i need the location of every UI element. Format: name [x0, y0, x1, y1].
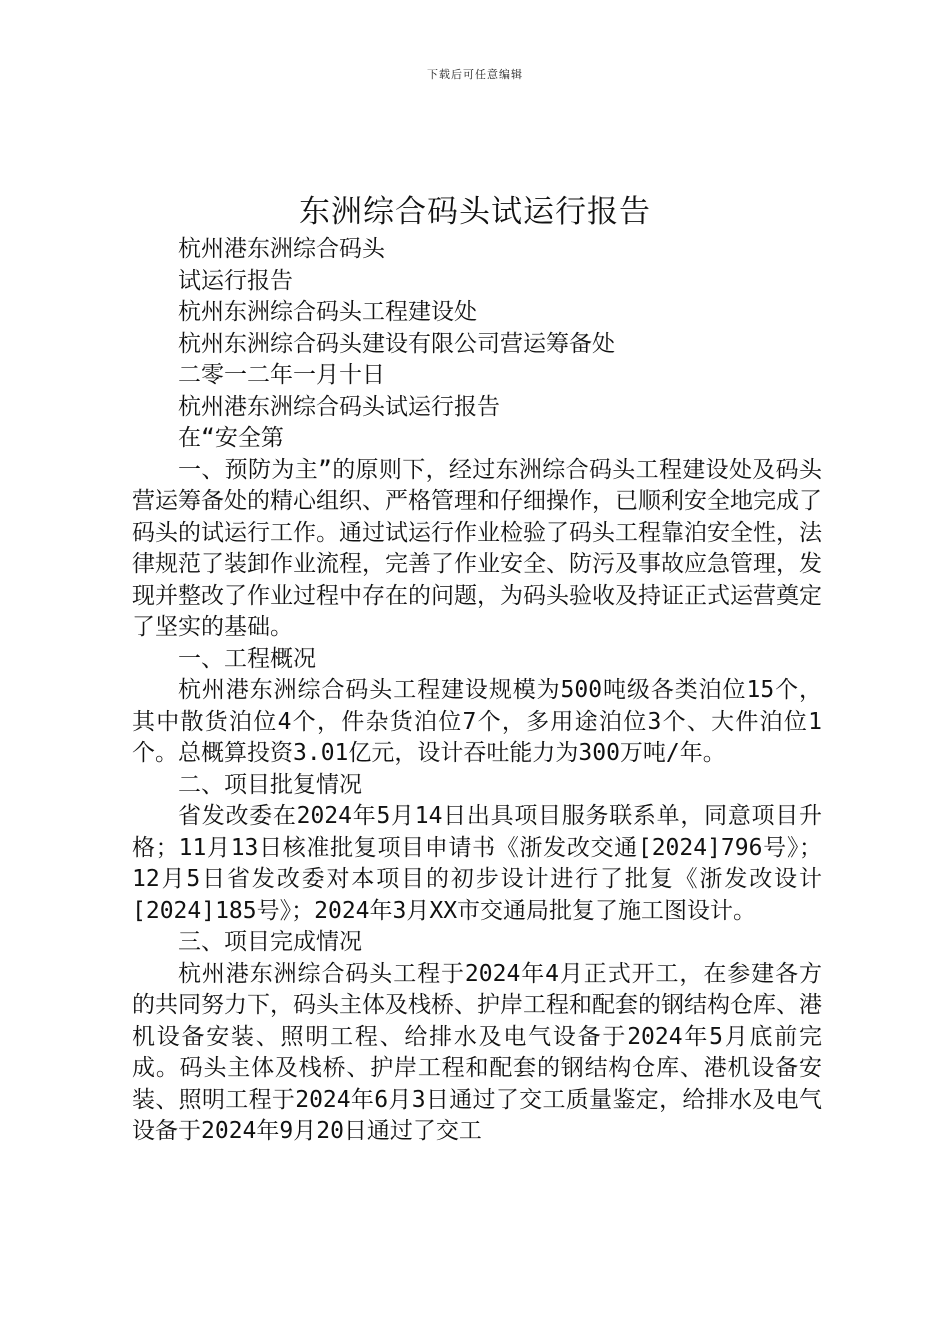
- paragraph-construction-office: 杭州东洲综合码头工程建设处: [178, 299, 477, 325]
- paragraph-approval: 省发改委在2024年5月14日出具项目服务联系单，同意项目升格；11月13日核准批复项目申请书《浙发改交通[2024]796号》；12月5日省发改委对本项目的初步设计进行了批复《浙发改设计[2024]185号》；2024年3月XX市交通局批复了施工图设计。: [132, 803, 822, 924]
- paragraph-date: 二零一二年一月十日: [178, 362, 385, 388]
- section-heading-approval: 二、项目批复情况: [178, 771, 362, 798]
- paragraph-intro-fragment: 在“安全第: [178, 425, 284, 451]
- paragraph-report-heading: 杭州港东洲综合码头试运行报告: [178, 393, 500, 420]
- paragraph-port-name: 杭州港东洲综合码头: [178, 236, 385, 262]
- paragraph-overview: 杭州港东洲综合码头工程建设规模为500吨级各类泊位15个，其中散货泊位4个，件杂货泊位7个，多用途泊位3个、大件泊位1个。总概算投资3.01亿元，设计吞吐能力为300万吨/年。: [132, 677, 822, 766]
- paragraph-completion: 杭州港东洲综合码头工程于2024年4月正式开工，在参建各方的共同努力下，码头主体及栈桥、护岸工程和配套的钢结构仓库、港机设备安装、照明工程、给排水及电气设备于2024年5月底前完成。码头主体及栈桥、护岸工程和配套的钢结构仓库、港机设备安装、照明工程于2024年6月3日通过了交工质量鉴定，给排水及电气设备于2024年9月20日通过了交工: [132, 960, 822, 1144]
- section-heading-completion: 三、项目完成情况: [178, 929, 362, 955]
- page-header-note: 下载后可任意编辑: [427, 68, 523, 81]
- document-title: 东洲综合码头试运行报告: [299, 194, 651, 230]
- paragraph-report-label: 试运行报告: [178, 267, 293, 294]
- paragraph-operations-office: 杭州东洲综合码头建设有限公司营运筹备处: [178, 330, 615, 357]
- paragraph-intro: 一、预防为主”的原则下，经过东洲综合码头工程建设处及码头营运筹备处的精心组织、严格管理和仔细操作，已顺利安全地完成了码头的试运行工作。通过试运行作业检验了码头工程靠泊安全性，法律规范了装卸作业流程，完善了作业安全、防污及事故应急管理，发现并整改了作业过程中存在的问题，为码头验收及持证正式运营奠定了坚实的基础。: [132, 456, 822, 640]
- section-heading-overview: 一、工程概况: [178, 645, 316, 672]
- document-body: [132, 234, 822, 1148]
